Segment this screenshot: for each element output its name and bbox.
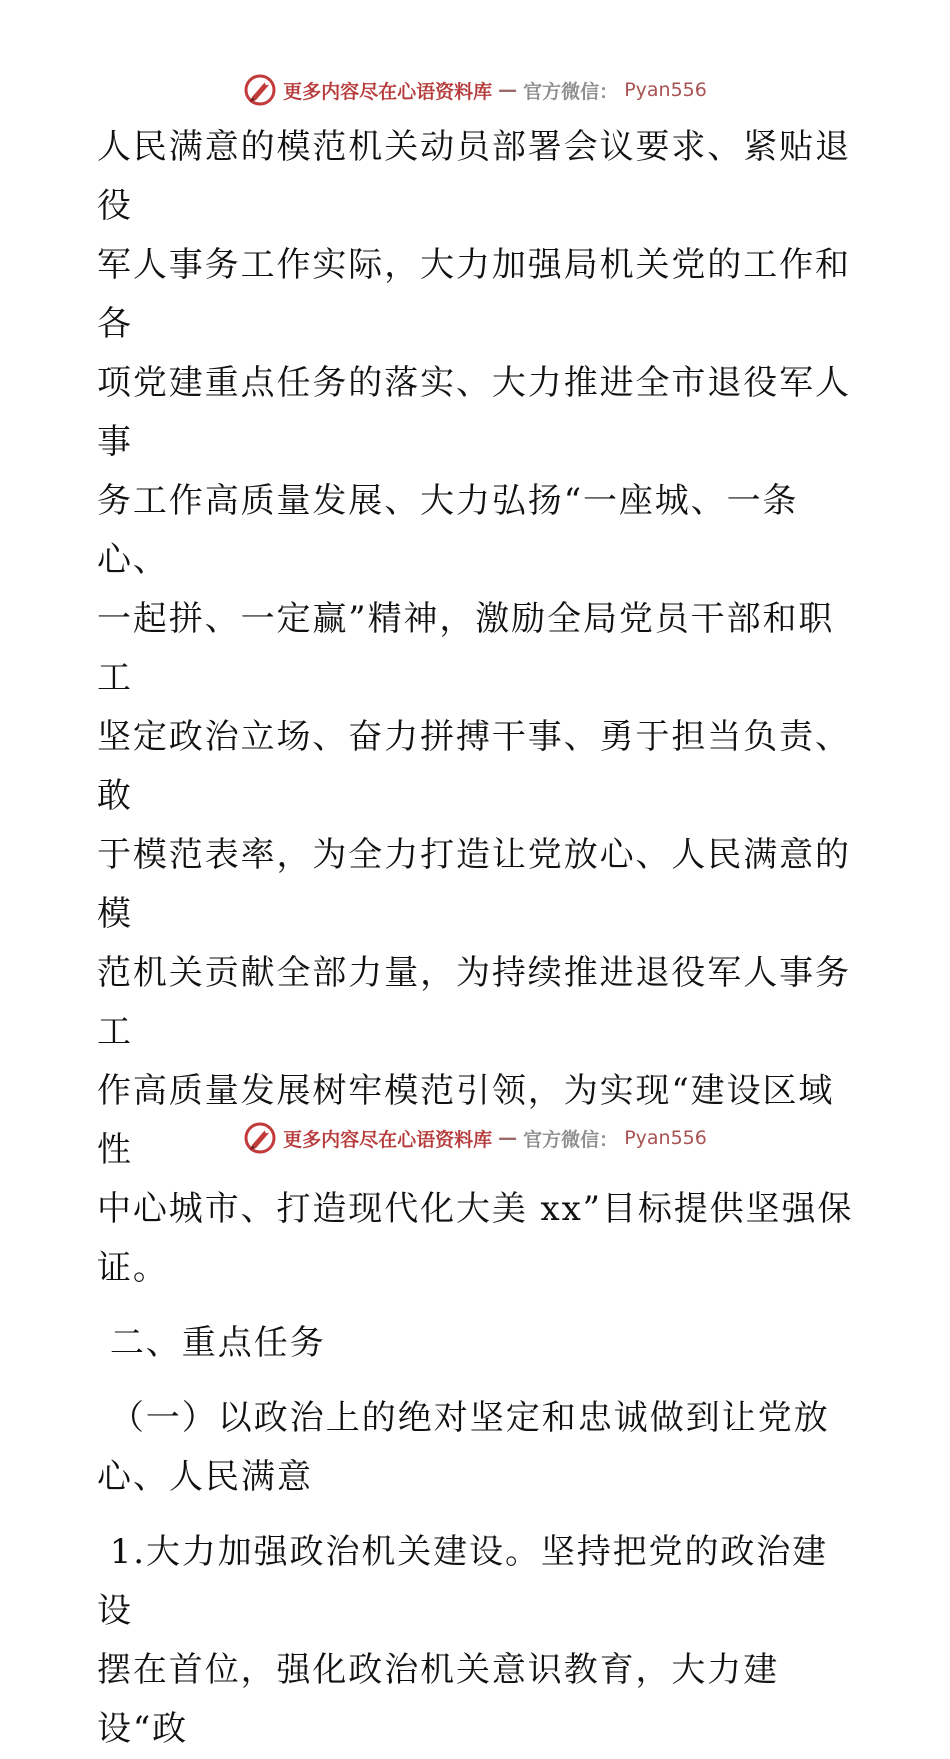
paragraph-line: 务工作高质量发展、大力弘扬“一座城、一条心、 <box>97 481 799 580</box>
paragraph-line: 一起拼、一定赢”精神，激励全局党员干部和职工 <box>97 599 835 698</box>
watermark-id: Pyan556 <box>624 79 707 101</box>
subheading-line: （一）以政治上的绝对坚定和忠诚做到让党放 <box>97 1398 830 1438</box>
paragraph-line: 坚定政治立场、奋力拼搏干事、勇于担当负责、敢 <box>97 717 851 816</box>
watermark-label: 官方微信： <box>523 80 619 103</box>
watermark-brand: 更多内容尽在心语资料库 <box>283 1128 493 1151</box>
paragraph-line: 项党建重点任务的落实、大力推进全市退役军人事 <box>97 363 851 462</box>
watermark-label: 官方微信： <box>523 1128 619 1151</box>
item-line: 1.大力加强政治机关建设。坚持把党的政治建设 <box>97 1532 829 1631</box>
paragraph-line: 于模范表率，为全力打造让党放心、人民满意的模 <box>97 835 851 934</box>
watermark-separator: — <box>498 79 518 101</box>
subheading-line: 心、人民满意 <box>97 1457 313 1497</box>
paragraph-line: 证。 <box>97 1248 169 1288</box>
document-body <box>97 118 857 1759</box>
watermark-footer <box>0 1118 950 1158</box>
subheading <box>97 1389 857 1507</box>
paragraph-line: 中心城市、打造现代化大美 xx”目标提供坚强保 <box>97 1189 854 1229</box>
item-1 <box>97 1523 857 1759</box>
paragraph-line: 作高质量发展树牢模范引领，为实现“建设区域性 <box>97 1071 835 1170</box>
pen-logo-icon <box>243 73 277 107</box>
item-line: 摆在首位，强化政治机关意识教育，大力建设“政 <box>97 1650 780 1749</box>
watermark-brand: 更多内容尽在心语资料库 <box>283 80 493 103</box>
paragraph-line: 人民满意的模范机关动员部署会议要求、紧贴退役 <box>97 127 851 226</box>
watermark-separator: — <box>498 1127 518 1149</box>
watermark-header <box>0 70 950 110</box>
watermark-id: Pyan556 <box>624 1127 707 1149</box>
paragraph-line: 范机关贡献全部力量，为持续推进退役军人事务工 <box>97 953 851 1052</box>
paragraph-line: 军人事务工作实际，大力加强局机关党的工作和各 <box>97 245 851 344</box>
pen-logo-icon <box>243 1121 277 1155</box>
section-heading: 二、重点任务 <box>97 1323 326 1363</box>
